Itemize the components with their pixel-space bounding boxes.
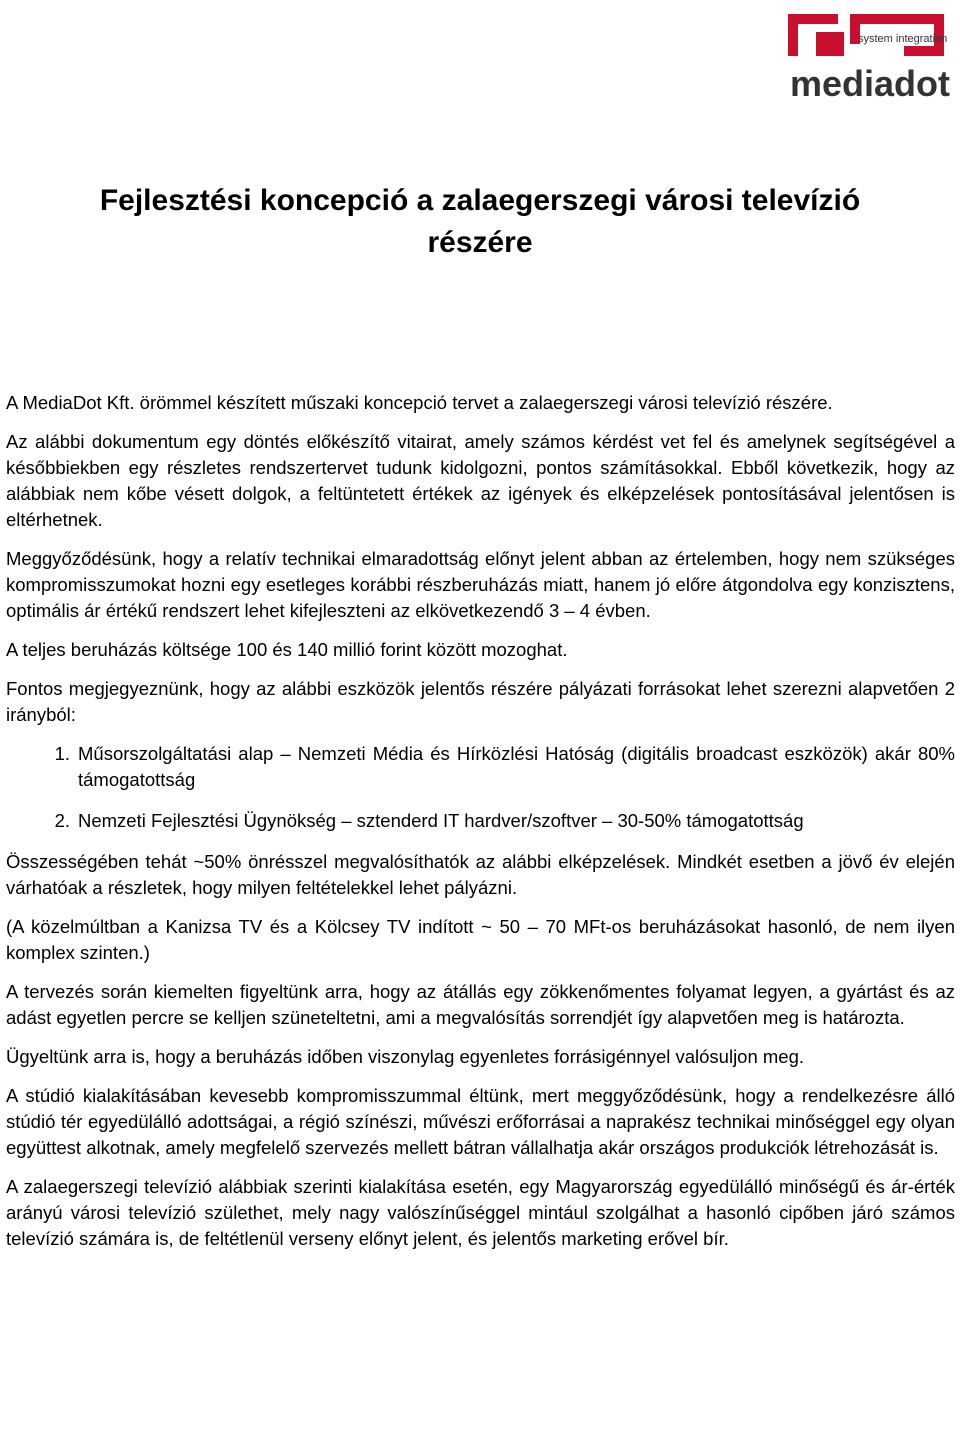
mediadot-logo <box>778 4 954 104</box>
document-title <box>0 180 960 264</box>
paragraph: Meggyőződésünk, hogy a relatív technikai elmaradottság előnyt jelent abban az értelemben, hogy nem szükséges kompromisszumokat hozni egy esetleges korábbi részberuházás miatt, hanem jó előre átgondolva egy konzisztens, optimális ár értékű rendszert lehet kifejleszteni az elkövetkezendő 3 – 4 évben. <box>6 548 955 621</box>
list-item-number: 1. <box>54 743 70 764</box>
list-item <box>6 741 955 793</box>
paragraph: Az alábbi dokumentum egy döntés előkészítő vitairat, amely számos kérdést vet fel és amelynek segítségével a későbbiekben egy részletes rendszertervet tudunk kidolgozni, pontos számításokkal. Ebből következik, hogy az alábbiak nem kőbe vésett dolgok, a feltüntetett értékek az igények és elképzelések pontosításával jelentősen is eltérhetnek. <box>6 431 955 530</box>
list-item <box>6 808 955 834</box>
paragraph: Fontos megjegyeznünk, hogy az alábbi eszközök jelentős részére pályázati forrásokat lehet szerezni alapvetően 2 irányból: <box>6 678 955 725</box>
logo-tagline: system integration <box>858 33 948 45</box>
paragraph: Összességében tehát ~50% önrésszel megvalósíthatók az alábbi elképzelések. Mindkét esetben a jövő év elején várhatóak a részletek, hogy milyen feltételekkel lehet pályázni. <box>6 851 955 898</box>
logo-brand: mediadot <box>790 63 951 104</box>
paragraph: A zalaegerszegi televízió alábbiak szerinti kialakítása esetén, egy Magyarország egyedülálló minőségű és ár-érték arányú városi televízió születhet, mely nagy valószínűséggel mintául szolgálhat a hasonló cipőben járó számos televízió számára is, de feltétlenül verseny előnyt jelent, és jelentős marketing erővel bír. <box>6 1176 955 1249</box>
paragraph: A MediaDot Kft. örömmel készített műszaki koncepció tervet a zalaegerszegi városi televízió részére. <box>6 392 833 413</box>
list-item-text: Nemzeti Fejlesztési Ügynökség – sztenderd IT hardver/szoftver – 30-50% támogatottság <box>78 810 804 831</box>
logo-mark-center <box>816 32 844 56</box>
paragraph: (A közelmúltban a Kanizsa TV és a Kölcsey TV indított ~ 50 – 70 MFt-os beruházásokat hasonló, de nem ilyen komplex szinten.) <box>6 916 955 963</box>
paragraph: A stúdió kialakításában kevesebb kompromisszummal éltünk, mert meggyőződésünk, hogy a rendelkezésre álló stúdió tér egyedülálló adottságai, a régió színészi, művészi erőforrásai a naprakész technikai minőséggel egy olyan együttest alkotnak, amely megfelelő szervezés mellett bátran vállalhatja akár országos produkciók létrehozását is. <box>6 1085 955 1158</box>
title-line-1: Fejlesztési koncepció a zalaegerszegi városi televízió <box>99 184 861 217</box>
paragraph: A teljes beruházás költsége 100 és 140 millió forint között mozoghat. <box>6 639 568 660</box>
paragraph: Ügyeltünk arra is, hogy a beruházás időben viszonylag egyenletes forrásigénnyel valósuljon meg. <box>6 1046 805 1067</box>
list-item-number: 2. <box>54 810 70 831</box>
document-body <box>6 390 955 1265</box>
paragraph: A tervezés során kiemelten figyeltünk arra, hogy az átállás egy zökkenőmentes folyamat legyen, a gyártást és az adást egyetlen percre se kelljen szüneteltetni, ami a megvalósítás sorrendjét így alapvetően meg is határozta. <box>6 981 955 1028</box>
title-line-2: részére <box>427 226 533 259</box>
list-item-text: Műsorszolgáltatási alap – Nemzeti Média és Hírközlési Hatóság (digitális broadcast eszközök) akár 80% támogatottság <box>78 743 955 790</box>
